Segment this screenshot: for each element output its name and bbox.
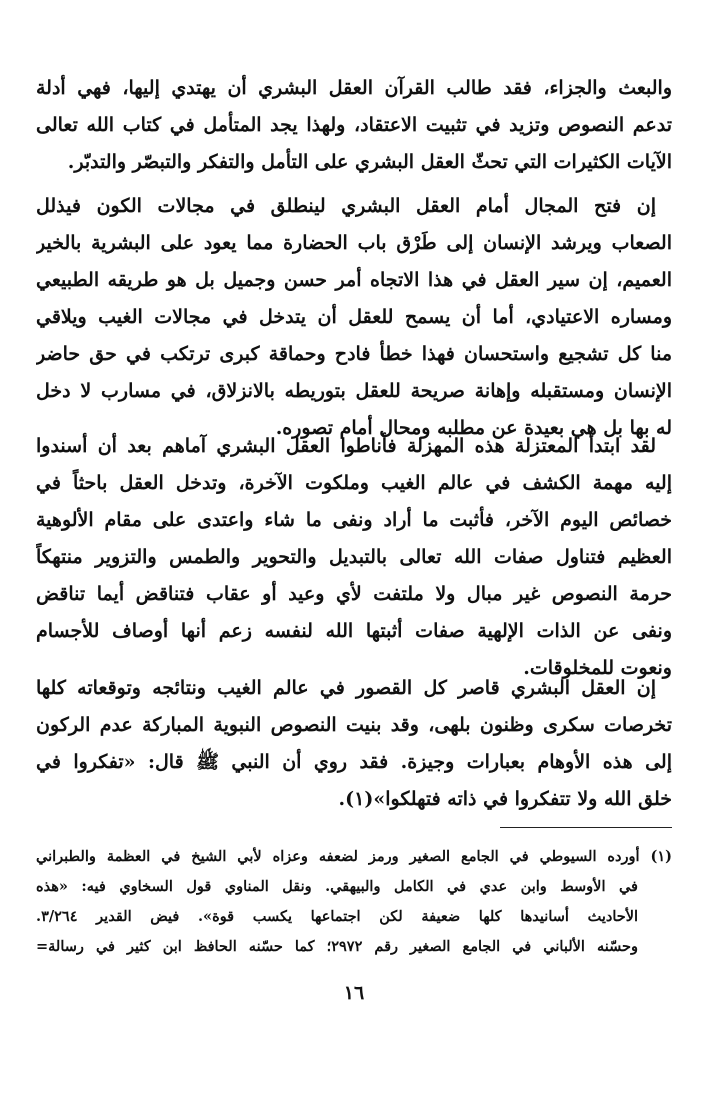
footnotes bbox=[36, 842, 672, 962]
footnote-divider bbox=[500, 827, 672, 828]
text-line: إن العقل البشري قاصر كل القصور في عالم الغيب ونتائجه وتوقعاته كلها bbox=[36, 677, 656, 699]
text-line: ونفى عن الذات الإلهية صفات أثبتها الله لنفسه زعم أنها أوصاف للأجسام bbox=[36, 620, 672, 642]
text-line: لقد ابتدأ المعتزلة هذه المهزلة فأناطوا العقل البشري آماهم بعد أن أسندوا bbox=[36, 435, 656, 457]
text-line: الآيات الكثيرات التي تحثّ العقل البشري على التأمل والتفكر والتبصّر والتدبّر. bbox=[67, 151, 672, 173]
text-line: ومساره الاعتيادي، أما أن يسمح للعقل أن يتدخل في مجالات الغيب ويلاقي bbox=[36, 306, 672, 328]
paragraph-1 bbox=[36, 70, 672, 181]
book-page bbox=[36, 70, 672, 1070]
footnote-line: في الأوسط وابن عدي في الكامل والبيهقي. ونقل المناوي قول السخاوي فيه: «هذه bbox=[36, 878, 638, 895]
text-line: إلى هذه الأوهام بعبارات وجيزة. فقد روي أن النبي ﷺ قال: «تفكروا في bbox=[36, 751, 672, 773]
footnote-line: (١) أورده السيوطي في الجامع الصغير ورمز لضعفه وعزاه لأبي الشيخ في العظمة والطبراني bbox=[36, 848, 672, 865]
text-line: خلق الله ولا تتفكروا في ذاته فتهلكوا»(١). bbox=[338, 788, 672, 810]
text-line: الصعاب ويرشد الإنسان إلى طَرْق باب الحضارة مما يعود على البشرية بالخير bbox=[36, 232, 672, 254]
text-line: حرمة النصوص غير مبال ولا ملتفت لأي وعيد أو عقاب فتناقض أيما تناقض bbox=[36, 583, 672, 605]
text-line: منا كل تشجيع واستحسان فهذا خطأ فادح وحماقة كبرى ترتكب في حق حاضر bbox=[36, 343, 672, 365]
footnote-line: وحسّنه الألباني في الجامع الصغير رقم ٢٩٧٢؛ كما حسّنه الحافظ ابن كثير في رسالة= bbox=[36, 938, 638, 955]
paragraph-4 bbox=[36, 670, 672, 818]
paragraph-3 bbox=[36, 428, 672, 687]
text-line: العظيم فتناول صفات الله تعالى بالتبديل والتحوير والطمس والتزوير منتهكاً bbox=[36, 546, 672, 568]
text-line: ونعوت للمخلوقات. bbox=[523, 657, 672, 679]
text-line: العميم، إن سير العقل في هذا الاتجاه أمر حسن وجميل بل هو طريقه الطبيعي bbox=[36, 269, 672, 291]
page-number: ١٦ bbox=[343, 982, 365, 1004]
footnote-line: الأحاديث أسانيدها كلها ضعيفة لكن اجتماعها يكسب قوة». فيض القدير ٣/٢٦٤. bbox=[36, 908, 638, 925]
text-line: خصائص اليوم الآخر، فأثبت ما أراد ونفى ما شاء واعتدى على مقام الألوهية bbox=[36, 509, 672, 531]
text-line: إليه مهمة الكشف في عالم الغيب وملكوت الآخرة، وتدخل العقل باحثاً في bbox=[36, 472, 672, 494]
text-line: تدعم النصوص وتزيد في تثبيت الاعتقاد، ولهذا يجد المتأمل في كتاب الله تعالى bbox=[36, 114, 672, 136]
paragraph-2 bbox=[36, 188, 672, 447]
text-line: الإنسان ومستقبله وإهانة صريحة للعقل بتوريطه بالانزلاق، في مسارب لا دخل bbox=[36, 380, 672, 402]
text-line: له بها بل هي بعيدة عن مطلبه ومحال أمام تصوره. bbox=[275, 417, 672, 439]
text-line: تخرصات سكرى وظنون بلهى، وقد بنيت النصوص النبوية المباركة عدم الركون bbox=[36, 714, 672, 736]
text-line: إن فتح المجال أمام العقل البشري لينطلق في مجالات الكون فيذلل bbox=[36, 195, 656, 217]
text-line: والبعث والجزاء، فقد طالب القرآن العقل البشري أن يهتدي إليها، فهي أدلة bbox=[36, 77, 672, 99]
